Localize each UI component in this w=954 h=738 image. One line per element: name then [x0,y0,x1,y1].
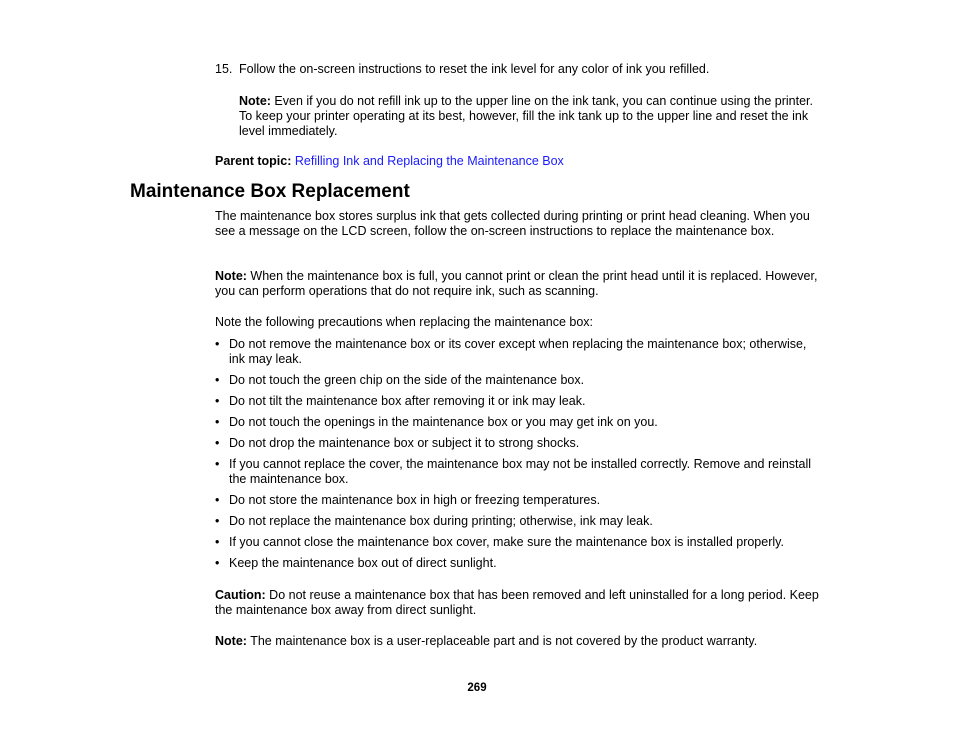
list-item [215,556,820,571]
bullet-icon: • [215,394,220,408]
caution-label: Caution: [215,588,266,602]
bullet-icon: • [215,457,220,471]
note-refill [239,94,819,139]
parent-topic [215,154,835,169]
intro-paragraph: The maintenance box stores surplus ink that gets collected during printing or print head cleaning. When you see a message on the LCD screen, follow the on-screen instructions to replace the maintenance box. [215,209,810,238]
note-maintenance-full [215,269,820,299]
note-text: Even if you do not refill ink up to the upper line on the ink tank, you can continue using the printer. To keep your printer operating at its best, however, fill the ink tank up to the upper line and reset the ink level immediately. [239,94,813,138]
section-heading: Maintenance Box Replacement [130,181,410,202]
note-warranty [215,634,820,649]
list-item-text: If you cannot replace the cover, the maintenance box may not be installed correctly. Remove and reinstall the maintenance box. [229,457,812,486]
list-item [215,415,820,430]
list-item [215,457,820,487]
list-item [215,535,820,550]
list-item-text: Keep the maintenance box out of direct sunlight. [229,556,497,570]
list-item [215,373,820,388]
bullet-icon: • [215,535,220,549]
note-label: Note: [215,634,247,648]
bullet-icon: • [215,556,220,570]
list-item-text: Do not drop the maintenance box or subject it to strong shocks. [229,436,580,450]
parent-topic-label: Parent topic: [215,154,292,168]
list-item-text: Do not replace the maintenance box during printing; otherwise, ink may leak. [229,514,653,528]
bullet-icon: • [215,493,220,507]
list-item [215,514,820,529]
step-number: 15. [215,62,233,76]
caution-paragraph [215,588,820,618]
list-item [215,436,820,451]
bullet-icon: • [215,373,220,387]
bullet-icon: • [215,415,220,429]
list-item [215,337,820,367]
bullet-icon: • [215,436,220,450]
list-item-text: Do not tilt the maintenance box after removing it or ink may leak. [229,394,586,408]
note-text: When the maintenance box is full, you cannot print or clean the print head until it is replaced. However, you can perform operations that do not require ink, such as scanning. [215,269,818,298]
bullet-icon: • [215,337,220,351]
step-15 [215,62,835,77]
list-item [215,493,820,508]
parent-topic-link[interactable]: Refilling Ink and Replacing the Maintenance Box [294,154,564,168]
list-item-text: Do not touch the openings in the maintenance box or you may get ink on you. [229,415,658,429]
list-item [215,394,820,409]
note-label: Note: [239,94,271,108]
note-label: Note: [215,269,247,283]
step-text: Follow the on-screen instructions to reset the ink level for any color of ink you refilled. [239,62,710,76]
list-item-text: Do not touch the green chip on the side of the maintenance box. [229,373,585,387]
page-number: 269 [467,682,487,694]
list-item-text: If you cannot close the maintenance box cover, make sure the maintenance box is installed properly. [229,535,784,549]
bullet-icon: • [215,514,220,528]
precautions-list [215,337,820,577]
list-item-text: Do not store the maintenance box in high or freezing temperatures. [229,493,601,507]
precautions-intro: Note the following precautions when replacing the maintenance box: [215,315,594,329]
note-text: The maintenance box is a user-replaceable part and is not covered by the product warranty. [246,634,758,648]
list-item-text: Do not remove the maintenance box or its cover except when replacing the maintenance box; otherwise, ink may leak. [229,337,807,366]
caution-text: Do not reuse a maintenance box that has been removed and left uninstalled for a long period. Keep the maintenance box away from direct sunlight. [215,588,819,617]
